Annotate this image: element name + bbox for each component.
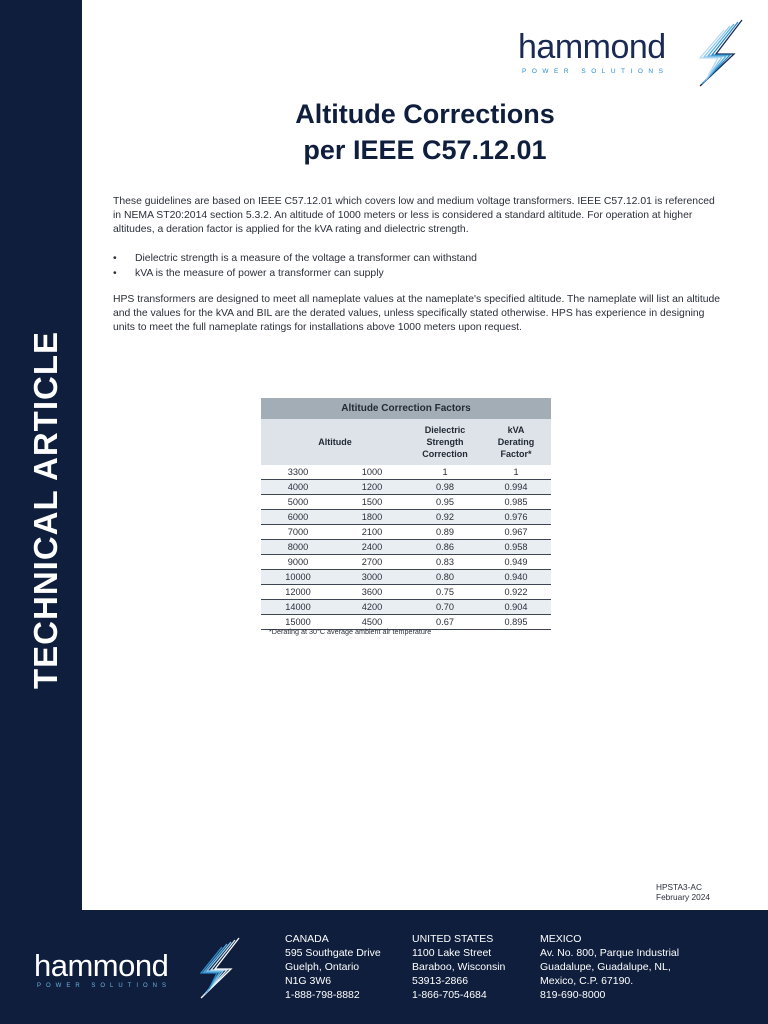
- logo-tagline: POWER SOLUTIONS: [522, 68, 669, 75]
- sidebar-label: TECHNICAL ARTICLE: [27, 331, 64, 689]
- office-mexico: [540, 932, 679, 1002]
- altitude-ft-cell: 5000: [261, 495, 335, 510]
- table-row: [261, 555, 551, 570]
- kva-cell: 0.895: [481, 615, 551, 630]
- table-row: [261, 585, 551, 600]
- altitude-m-cell: 4500: [335, 615, 409, 630]
- footer-logo-tagline: POWER SOLUTIONS: [37, 983, 172, 989]
- dielectric-cell: 0.67: [409, 615, 481, 630]
- altitude-ft-cell: 7000: [261, 525, 335, 540]
- header-kva-line: Factor*: [500, 449, 532, 459]
- altitude-ft-cell: 3300: [261, 465, 335, 480]
- kva-cell: 1: [481, 465, 551, 480]
- altitude-m-cell: 1500: [335, 495, 409, 510]
- altitude-m-cell: 1000: [335, 465, 409, 480]
- kva-cell: 0.967: [481, 525, 551, 540]
- title-line-2: per IEEE C57.12.01: [303, 135, 547, 165]
- dielectric-cell: 0.92: [409, 510, 481, 525]
- office-line: Mexico, C.P. 67190.: [540, 975, 634, 987]
- altitude-ft-cell: 9000: [261, 555, 335, 570]
- bullet-item: • kVA is the measure of power a transformer can supply: [113, 267, 725, 282]
- office-country: UNITED STATES: [412, 933, 494, 945]
- dielectric-cell: 0.83: [409, 555, 481, 570]
- office-canada: [285, 932, 381, 1002]
- table-row: [261, 495, 551, 510]
- office-united-states: [412, 932, 505, 1002]
- altitude-ft-cell: 6000: [261, 510, 335, 525]
- office-country: MEXICO: [540, 933, 582, 945]
- altitude-m-cell: 3000: [335, 570, 409, 585]
- office-line: Guelph, Ontario: [285, 961, 360, 973]
- footer-logo-wordmark: hammond: [34, 948, 169, 983]
- header-dielectric-line: Correction: [422, 449, 468, 459]
- header-kva-line: kVA: [507, 425, 525, 435]
- sidebar: [0, 0, 82, 910]
- dielectric-cell: 0.89: [409, 525, 481, 540]
- altitude-m-cell: 4200: [335, 600, 409, 615]
- kva-cell: 0.922: [481, 585, 551, 600]
- kva-cell: 0.949: [481, 555, 551, 570]
- altitude-ft-cell: 10000: [261, 570, 335, 585]
- header-dielectric-line: Dielectric: [424, 425, 466, 435]
- table-row: [261, 525, 551, 540]
- altitude-ft-cell: 12000: [261, 585, 335, 600]
- altitude-ft-cell: 15000: [261, 615, 335, 630]
- header-kva: [481, 419, 551, 465]
- office-phone: 1-888-798-8882: [285, 989, 360, 1001]
- intro-paragraph: These guidelines are based on IEEE C57.12.01 which covers low and medium voltage transformers. IEEE C57.12.01 is referenced in NEMA ST20:2014 section 5.3.2. An altitude of 1000 meters or less is considered a standard altitude. For operation at higher altitudes, a deration factor is applied for the kVA rating and dielectric strength.: [113, 196, 715, 235]
- office-line: 595 Southgate Drive: [285, 947, 381, 959]
- table-row: [261, 480, 551, 495]
- table-row: [261, 465, 551, 480]
- office-line: Guadalupe, Guadalupe, NL,: [540, 961, 671, 973]
- kva-cell: 0.940: [481, 570, 551, 585]
- header-dielectric: [409, 419, 481, 465]
- altitude-m-cell: 1800: [335, 510, 409, 525]
- document-date: February 2024: [656, 892, 710, 902]
- header-altitude: Altitude: [261, 419, 409, 465]
- office-country: CANADA: [285, 933, 329, 945]
- bullet-list: [113, 252, 725, 281]
- altitude-ft-cell: 14000: [261, 600, 335, 615]
- table-row: [261, 600, 551, 615]
- header-kva-line: Derating: [497, 437, 535, 447]
- altitude-ft-cell: 8000: [261, 540, 335, 555]
- table-footnote: *Derating at 30°C average ambient air temperature: [269, 627, 432, 636]
- dielectric-cell: 0.98: [409, 480, 481, 495]
- page-title: [82, 96, 768, 168]
- altitude-m-cell: 2100: [335, 525, 409, 540]
- altitude-m-cell: 2700: [335, 555, 409, 570]
- altitude-m-cell: 1200: [335, 480, 409, 495]
- kva-cell: 0.985: [481, 495, 551, 510]
- dielectric-cell: 0.86: [409, 540, 481, 555]
- altitude-correction-table: [261, 398, 551, 630]
- table-row: [261, 540, 551, 555]
- bullet-item: • Dielectric strength is a measure of the voltage a transformer can withstand: [113, 252, 725, 267]
- kva-cell: 0.958: [481, 540, 551, 555]
- kva-cell: 0.976: [481, 510, 551, 525]
- office-line: Baraboo, Wisconsin: [412, 961, 506, 973]
- office-line: Av. No. 800, Parque Industrial: [540, 947, 680, 959]
- office-phone: 1-866-705-4684: [412, 989, 487, 1001]
- altitude-m-cell: 3600: [335, 585, 409, 600]
- dielectric-cell: 1: [409, 465, 481, 480]
- office-phone: 819-690-8000: [540, 989, 606, 1001]
- header-dielectric-line: Strength: [426, 437, 464, 447]
- kva-cell: 0.904: [481, 600, 551, 615]
- dielectric-cell: 0.95: [409, 495, 481, 510]
- dielectric-cell: 0.80: [409, 570, 481, 585]
- document-code: HPSTA3-AC: [656, 882, 702, 892]
- altitude-m-cell: 2400: [335, 540, 409, 555]
- title-line-1: Altitude Corrections: [295, 99, 555, 129]
- office-line: 53913-2866: [412, 975, 469, 987]
- lightning-swoosh-icon: [694, 18, 746, 88]
- body-paragraph: HPS transformers are designed to meet all nameplate values at the nameplate's specified altitude. The nameplate will list an altitude and the values for the kVA and BIL are the derated values, unless specifically stated otherwise. HPS has experience in designing units to meet the full nameplate ratings for installations above 1000 meters upon request.: [113, 294, 721, 333]
- hammond-logo: [518, 18, 746, 88]
- logo-wordmark: hammond: [518, 28, 666, 66]
- document-info: [656, 882, 710, 902]
- lightning-swoosh-icon: [195, 936, 243, 1000]
- kva-cell: 0.994: [481, 480, 551, 495]
- table-row: [261, 510, 551, 525]
- office-line: N1G 3W6: [285, 975, 332, 987]
- footer: [0, 910, 768, 1024]
- dielectric-cell: 0.75: [409, 585, 481, 600]
- table-title: Altitude Correction Factors: [261, 398, 551, 419]
- table-row: [261, 570, 551, 585]
- dielectric-cell: 0.70: [409, 600, 481, 615]
- office-line: 1100 Lake Street: [412, 947, 492, 959]
- altitude-ft-cell: 4000: [261, 480, 335, 495]
